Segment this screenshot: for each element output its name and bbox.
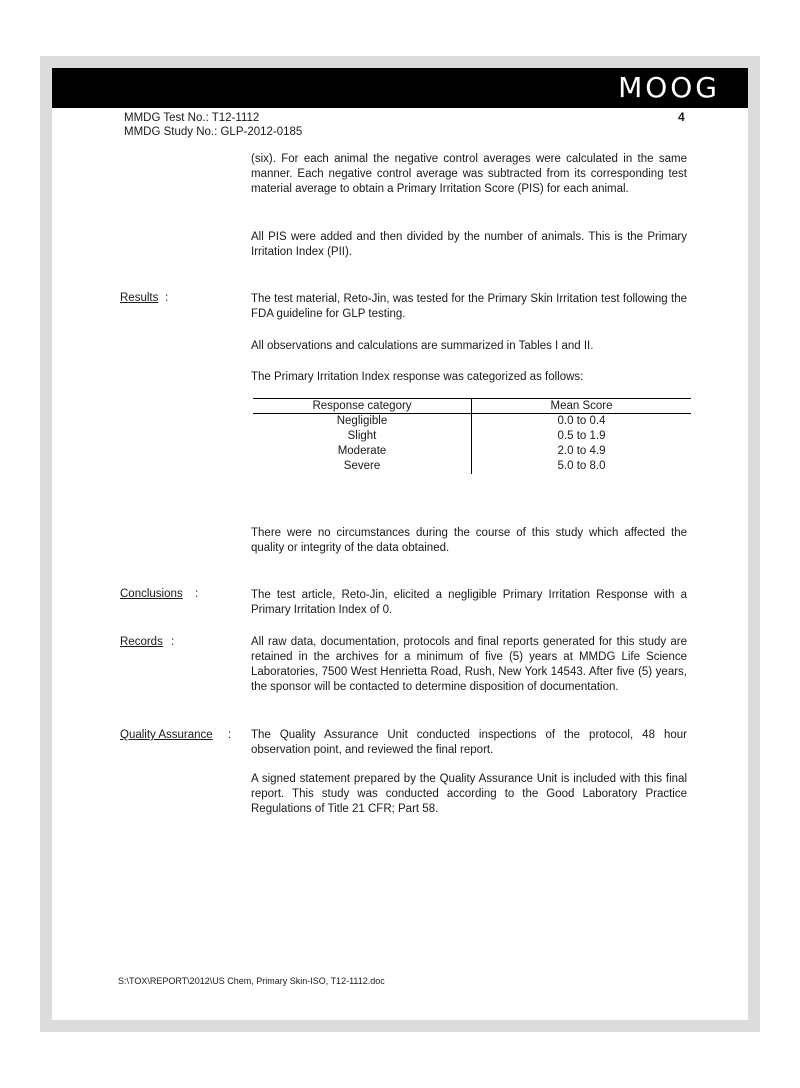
score-cell: 5.0 to 8.0 — [557, 460, 606, 472]
results-colon: : — [165, 292, 169, 304]
method-paragraph-1: (six). For each animal the negative control averages were calculated in the same manner. Each negative control average was subtracted from its corresponding test material average to obtain a Primary Irritation Score (PIS) for each animal. — [251, 153, 687, 195]
category-cell: Severe — [253, 459, 472, 474]
table-row — [253, 444, 691, 459]
table-row — [253, 429, 691, 444]
quality-assurance-paragraph-1: The Quality Assurance Unit conducted inspections of the protocol, 48 hour observation point, and reviewed the final report. — [251, 729, 687, 756]
results-paragraph-1: The test material, Reto-Jin, was tested for the Primary Skin Irritation test following the FDA guideline for GLP testing. — [251, 293, 687, 320]
table-row — [253, 414, 691, 430]
column-header-score: Mean Score — [472, 399, 692, 414]
conclusions-label: Conclusions — [120, 588, 183, 600]
results-paragraph-3: The Primary Irritation Index response was categorized as follows: — [251, 371, 584, 383]
results-paragraph-2: All observations and calculations are summarized in Tables I and II. — [251, 340, 594, 352]
method-paragraph-2: All PIS were added and then divided by the number of animals. This is the Primary Irritation Index (PII). — [251, 231, 687, 258]
conclusions-colon: : — [195, 588, 199, 600]
category-cell: Slight — [253, 429, 472, 444]
records-colon: : — [171, 636, 175, 648]
test-number: MMDG Test No.: T12-1112 — [124, 112, 260, 124]
document-page — [52, 68, 748, 1020]
records-text: All raw data, documentation, protocols and final reports generated for this study are retained in the archives for a minimum of five (5) years at MMDG Life Science Laboratories, 7500 West Henrietta Road, Rush, New York 14543. After five (5) years, the sponsor will be contacted to determine disposition of documentation. — [251, 636, 687, 693]
results-label: Results — [120, 292, 159, 304]
results-paragraph-4: There were no circumstances during the course of this study which affected the quality or integrity of the data obtained. — [251, 527, 687, 554]
table-row — [253, 459, 691, 474]
table-header-row — [253, 399, 691, 414]
quality-assurance-colon: : — [228, 729, 232, 741]
study-number: MMDG Study No.: GLP-2012-0185 — [124, 126, 303, 138]
file-path-footer: S:\TOX\REPORT\2012\US Chem, Primary Skin-ISO, T12-1112.doc — [118, 976, 385, 986]
column-header-category: Response category — [253, 399, 472, 414]
score-cell: 0.0 to 0.4 — [557, 415, 606, 427]
score-cell: 2.0 to 4.9 — [557, 445, 606, 457]
category-cell: Negligible — [253, 414, 472, 430]
conclusions-text: The test article, Reto-Jin, elicited a negligible Primary Irritation Response with a Primary Irritation Index of 0. — [251, 589, 687, 616]
irritation-index-table — [253, 398, 691, 474]
records-label: Records — [120, 636, 163, 648]
quality-assurance-paragraph-2: A signed statement prepared by the Quality Assurance Unit is included with this final report. This study was conducted according to the Good Laboratory Practice Regulations of Title 21 CFR; Part 58. — [251, 773, 687, 815]
header-banner — [52, 68, 748, 108]
quality-assurance-label: Quality Assurance — [120, 729, 213, 741]
page-number: 4 — [678, 110, 685, 124]
moog-logo: MOOG — [618, 71, 720, 104]
score-cell: 0.5 to 1.9 — [557, 430, 606, 442]
category-cell: Moderate — [253, 444, 472, 459]
